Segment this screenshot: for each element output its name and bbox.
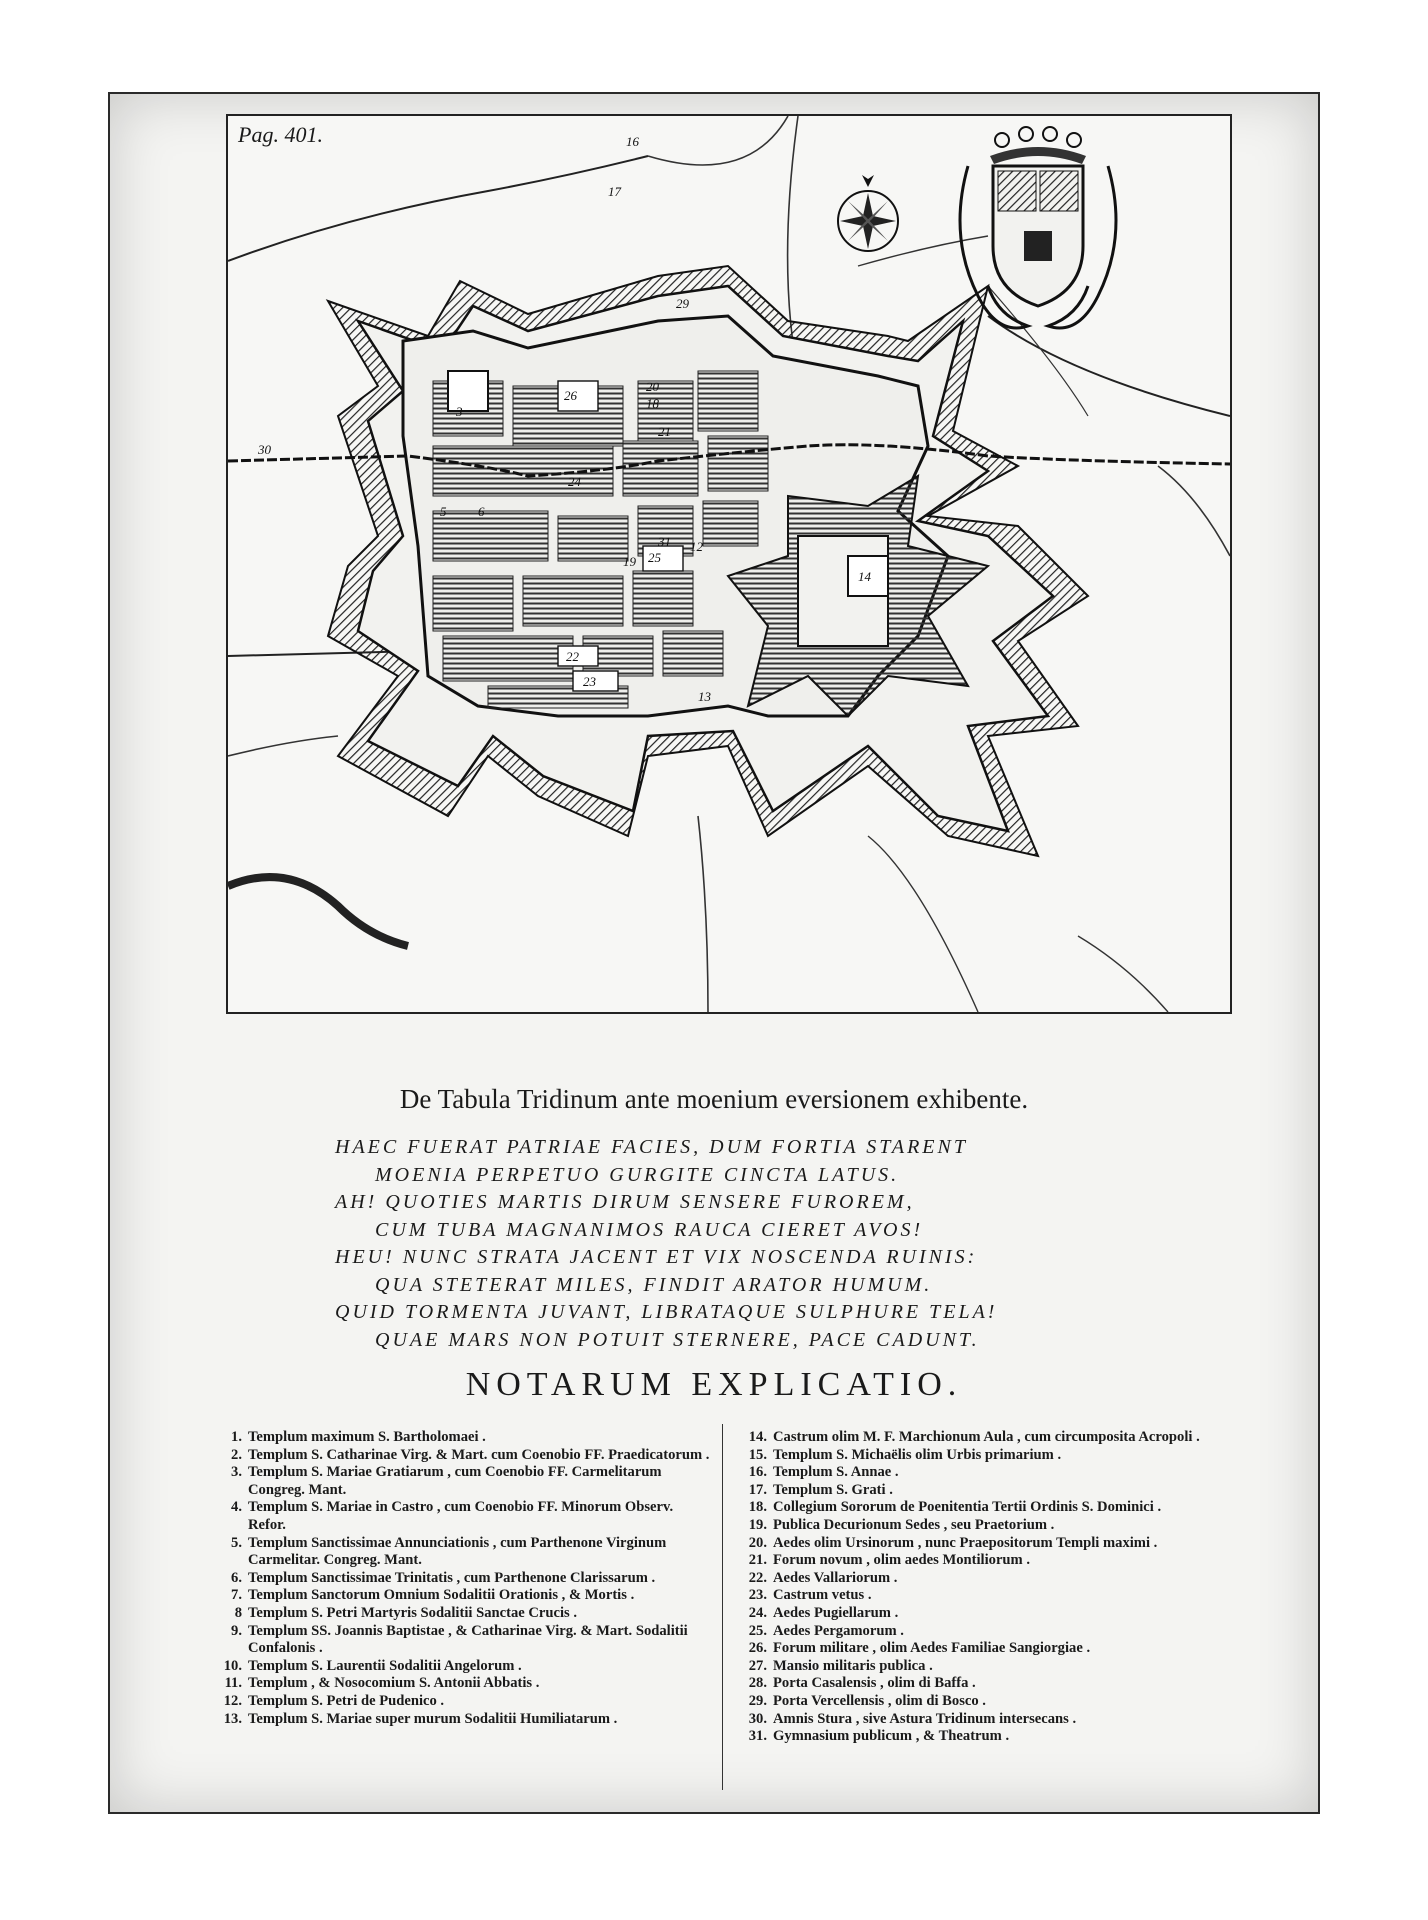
page-reference: Pag. 401.: [238, 122, 323, 147]
poem-line: QUID TORMENTA JUVANT, LIBRATAQUE SULPHURE TELA!: [335, 1301, 998, 1323]
legend-entry: [735, 1464, 1260, 1482]
road-north-west: [228, 156, 648, 261]
map-label-13: 13: [698, 689, 711, 704]
entry-number: 19.: [748, 1516, 767, 1533]
entry-text: Gymnasium publicum , & Theatrum .: [773, 1728, 1010, 1745]
entry-number: 28.: [748, 1675, 767, 1692]
entry-number: 9.: [231, 1622, 242, 1639]
map-label-30: 30: [258, 442, 271, 457]
entry-number: 15.: [748, 1446, 767, 1463]
entry-number: 25.: [748, 1622, 767, 1639]
entry-text: Aedes Pugiellarum .: [773, 1604, 899, 1621]
map-label-31: 31: [658, 534, 671, 549]
entry-text: Castrum vetus .: [773, 1587, 872, 1604]
legend-entry: [210, 1675, 710, 1693]
entry-text: Templum maximum S. Bartholomaei .: [248, 1429, 486, 1445]
entry-number: 3.: [231, 1464, 242, 1481]
map-caption: De Tabula Tridinum ante moenium eversionem exhibente.: [399, 1084, 1029, 1114]
map-label-21: 21: [658, 424, 671, 439]
entry-text: Castrum olim M. F. Marchionum Aula , cum circumposita Acropoli .: [773, 1429, 1200, 1445]
poem-line: CUM TUBA MAGNANIMOS RAUCA CIERET AVOS!: [375, 1218, 924, 1241]
legend-entry: [210, 1464, 710, 1499]
entry-number: 6.: [231, 1569, 242, 1586]
map-label-20: 20: [646, 379, 659, 394]
poem-line: QUA STETERAT MILES, FINDIT ARATOR HUMUM.: [375, 1273, 933, 1296]
entry-text: Templum Sanctissimae Annunciationis , cum Parthenone Virginum Carmelitar. Congreg. Mant.: [248, 1534, 667, 1569]
entry-number: 5.: [231, 1534, 242, 1551]
entry-text: Porta Vercellensis , olim di Bosco .: [773, 1692, 986, 1709]
church-3: [448, 371, 488, 411]
entry-text: Forum novum , olim aedes Montiliorum .: [773, 1552, 1031, 1569]
legend-entry: [735, 1605, 1260, 1623]
legend-entry: [210, 1623, 710, 1658]
entry-number: 12.: [223, 1692, 242, 1709]
map-label-12: 12: [690, 539, 703, 554]
entry-number: 23.: [748, 1587, 767, 1604]
legend-entry: [735, 1728, 1260, 1746]
map-label-26: 26: [564, 388, 577, 403]
map-label-6: 6: [478, 504, 485, 519]
entry-number: 30.: [748, 1710, 767, 1727]
entry-text: Publica Decurionum Sedes , seu Praetorium .: [773, 1516, 1055, 1533]
legend-entry: [735, 1570, 1260, 1588]
legend-right-column: [735, 1429, 1260, 1746]
poem-line: HEU! NUNC STRATA JACENT ET VIX NOSCENDA RUINIS:: [335, 1246, 978, 1268]
entry-number: 17.: [748, 1481, 767, 1498]
entry-number: 10.: [223, 1657, 242, 1674]
entry-text: Templum Sanctissimae Trinitatis , cum Parthenone Clarissarum .: [248, 1569, 656, 1586]
entry-text: Porta Casalensis , olim di Baffa .: [773, 1675, 976, 1692]
entry-number: 27.: [748, 1657, 767, 1674]
map-label-19: 19: [623, 554, 636, 569]
entry-text: Templum , & Nosocomium S. Antonii Abbatis .: [248, 1675, 540, 1692]
entry-text: Templum S. Mariae in Castro , cum Coenobio FF. Minorum Observ. Refor.: [248, 1499, 674, 1533]
entry-text: Templum S. Michaëlis olim Urbis primarium .: [773, 1446, 1062, 1463]
legend-entry: [735, 1640, 1260, 1658]
legend-entry: [735, 1482, 1260, 1500]
entry-number: 8: [234, 1604, 242, 1621]
poem-line: AH! QUOTIES MARTIS DIRUM SENSERE FUROREM,: [335, 1191, 915, 1213]
document-sheet: [108, 92, 1320, 1814]
poem-line: HAEC FUERAT PATRIAE FACIES, DUM FORTIA STARENT: [335, 1136, 968, 1158]
legend-entry: [735, 1658, 1260, 1676]
entry-text: Mansio militaris publica .: [773, 1657, 933, 1674]
entry-text: Templum S. Catharinae Virg. & Mart. cum Coenobio FF. Praedicatorum .: [248, 1446, 710, 1463]
entry-number: 18.: [748, 1499, 767, 1516]
entry-number: 4.: [231, 1499, 242, 1516]
legend-entry: [210, 1711, 710, 1729]
city-blocks: [433, 371, 768, 708]
entry-number: 22.: [748, 1569, 767, 1586]
entry-text: Collegium Sororum de Poenitentia Tertii Ordinis S. Dominici .: [773, 1499, 1162, 1516]
poem-line: QUAE MARS NON POTUIT STERNERE, PACE CADUNT.: [375, 1328, 980, 1351]
entry-text: Templum S. Grati .: [773, 1481, 893, 1498]
entry-number: 2.: [231, 1446, 242, 1463]
legend-entry: [735, 1429, 1260, 1447]
entry-number: 21.: [748, 1552, 767, 1569]
entry-number: 26.: [748, 1640, 767, 1657]
road-south: [698, 816, 708, 1012]
legend-entry: [210, 1447, 710, 1465]
map-label-16: 16: [626, 134, 639, 149]
map-label-29: 29: [676, 296, 689, 311]
entry-text: Forum militare , olim Aedes Familiae Sangiorgiae .: [773, 1640, 1091, 1657]
legend-entry: [735, 1623, 1260, 1641]
legend-entry: [210, 1605, 710, 1623]
fortress-map: [226, 114, 1232, 1014]
legend-entry: [210, 1587, 710, 1605]
entry-text: Amnis Stura , sive Astura Tridinum intersecans .: [773, 1710, 1077, 1727]
map-label-17: 17: [608, 184, 621, 199]
legend-entry: [210, 1429, 710, 1447]
entry-text: Aedes Vallariorum .: [773, 1569, 898, 1586]
legend-entry: [210, 1499, 710, 1534]
entry-number: 13.: [223, 1710, 242, 1727]
map-label-18: 18: [646, 396, 659, 411]
legend-entry: [735, 1587, 1260, 1605]
legend-entry: [735, 1711, 1260, 1729]
map-label-3: 3: [456, 404, 463, 419]
legend-entry: [210, 1658, 710, 1676]
column-divider: [722, 1424, 723, 1790]
legend-entry: [735, 1517, 1260, 1535]
poem-line: MOENIA PERPETUO GURGITE CINCTA LATUS.: [375, 1163, 900, 1186]
legend-entry: [210, 1693, 710, 1711]
entry-number: 20.: [748, 1534, 767, 1551]
legend-entry: [735, 1693, 1260, 1711]
entry-number: 1.: [231, 1429, 242, 1445]
entry-text: Templum S. Mariae super murum Sodalitii Humiliatarum .: [248, 1710, 618, 1727]
map-label-24: 24: [568, 474, 581, 489]
entry-number: 24.: [748, 1604, 767, 1621]
entry-text: Templum SS. Joannis Baptistae , & Catharinae Virg. & Mart. Sodalitii Confalonis .: [248, 1622, 688, 1657]
legend-entry: [735, 1552, 1260, 1570]
entry-text: Templum S. Mariae Gratiarum , cum Coenobio FF. Carmelitarum Congreg. Mant.: [248, 1464, 662, 1498]
map-label-25: 25: [648, 550, 661, 565]
road-east: [988, 316, 1230, 416]
entry-text: Templum S. Laurentii Sodalitii Angelorum .: [248, 1657, 522, 1674]
map-label-23: 23: [583, 674, 596, 689]
map-label-22: 22: [566, 649, 579, 664]
entry-number: 11.: [224, 1675, 242, 1692]
legend-entry: [735, 1675, 1260, 1693]
river-stura: [228, 877, 408, 946]
entry-number: 14.: [748, 1429, 767, 1445]
entry-text: Templum Sanctorum Omnium Sodalitii Orationis , & Mortis .: [248, 1587, 635, 1604]
legend-entry: [210, 1535, 710, 1570]
legend-title: NOTARUM EXPLICATIO.: [465, 1366, 963, 1403]
entry-text: Aedes olim Ursinorum , nunc Praepositorum Templi maximi .: [773, 1534, 1158, 1551]
entry-text: Templum S. Petri de Pudenico .: [248, 1692, 445, 1709]
map-drawing: [228, 116, 1230, 1012]
entry-number: 31.: [748, 1728, 767, 1745]
legend-left-column: [210, 1429, 710, 1728]
entry-number: 7.: [231, 1587, 242, 1604]
legend-entry: [735, 1535, 1260, 1553]
entry-text: Aedes Pergamorum .: [773, 1622, 904, 1639]
compass-rose: [838, 175, 898, 251]
entry-number: 29.: [748, 1692, 767, 1709]
latin-poem: [335, 1134, 1095, 1354]
entry-number: 16.: [748, 1464, 767, 1481]
entry-text: Templum S. Annae .: [773, 1464, 899, 1481]
map-label-14: 14: [858, 569, 871, 584]
legend-entry: [735, 1499, 1260, 1517]
legend-entry: [210, 1570, 710, 1588]
map-label-5: 5: [440, 504, 447, 519]
entry-text: Templum S. Petri Martyris Sodalitii Sanctae Crucis .: [248, 1604, 578, 1621]
legend-entry: [735, 1447, 1260, 1465]
